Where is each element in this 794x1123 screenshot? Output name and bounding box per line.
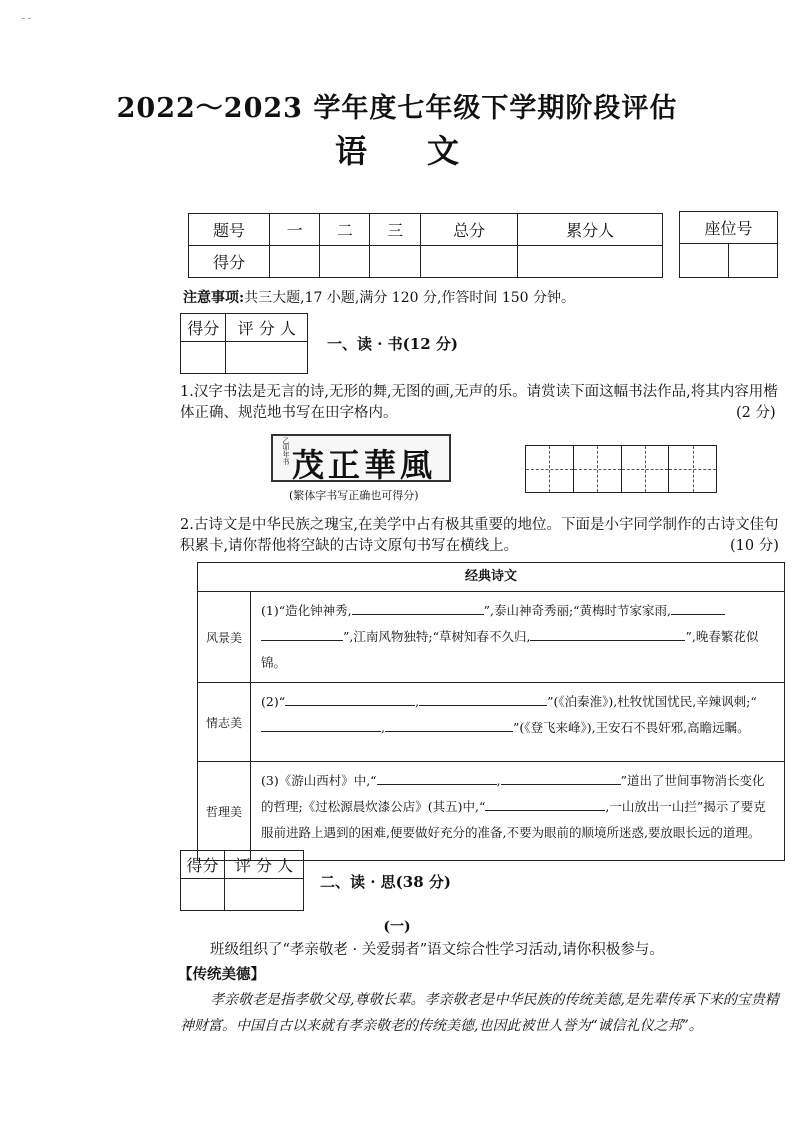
grader-score-cell[interactable] bbox=[181, 879, 225, 911]
score-header: 累分人 bbox=[518, 214, 663, 246]
calligraphy-text: 茂正華風 bbox=[292, 446, 437, 484]
q2-text bbox=[180, 515, 780, 557]
q2-points: (10 分) bbox=[730, 538, 779, 554]
text-part: (2)“ bbox=[261, 694, 286, 709]
card-row bbox=[198, 683, 784, 762]
answer-blank[interactable] bbox=[530, 626, 685, 641]
score-cell[interactable] bbox=[420, 246, 518, 278]
grid-cell[interactable] bbox=[669, 446, 716, 492]
q1-points: (2 分) bbox=[736, 405, 776, 421]
answer-blank[interactable] bbox=[261, 626, 343, 641]
score-header: 题号 bbox=[189, 214, 270, 246]
card-row bbox=[198, 592, 784, 683]
grader-box bbox=[180, 850, 304, 911]
intro-text: 班级组织了“孝亲敬老 · 关爱弱者”语文综合性学习活动,请你积极参与。 bbox=[210, 942, 664, 958]
score-table bbox=[188, 213, 663, 278]
text-part: ”道出了世间事物消长变化的哲理;《过松源晨炊漆公店》(其五)中,“ bbox=[261, 773, 765, 814]
text-part: , bbox=[381, 720, 385, 735]
score-cell[interactable] bbox=[320, 246, 370, 278]
seat-table bbox=[679, 211, 778, 278]
score-header: 一 bbox=[270, 214, 320, 246]
answer-blank[interactable] bbox=[501, 770, 621, 785]
grader-box bbox=[180, 313, 308, 374]
score-cell[interactable] bbox=[270, 246, 320, 278]
notice bbox=[183, 287, 575, 307]
score-cell[interactable] bbox=[370, 246, 420, 278]
text-part: ”,晚春繁花似锦。 bbox=[261, 629, 759, 670]
seat-cell[interactable] bbox=[680, 244, 729, 278]
q2-stem: 2.古诗文是中华民族之瑰宝,在美学中占有极其重要的地位。下面是小宇同学制作的古诗文佳句积累卡,请你帮他将空缺的古诗文原句书写在横线上。 bbox=[180, 517, 779, 554]
row-label: 哲理美 bbox=[198, 762, 251, 860]
tradition-text: 孝亲敬老是指孝敬父母,尊敬长辈。孝亲敬老是中华民族的传统美德,是先辈传承下来的宝贵精神财富。中国自古以来就有孝亲敬老的传统美德,也因此被世人誉为“诚信礼仪之邦”。 bbox=[180, 992, 779, 1034]
seat-cell[interactable] bbox=[728, 244, 777, 278]
answer-blank[interactable] bbox=[285, 691, 415, 706]
answer-blank[interactable] bbox=[485, 796, 605, 811]
section1-title: 一、读 · 书(12 分) bbox=[327, 335, 458, 353]
score-row-label: 得分 bbox=[189, 246, 270, 278]
text-part: (3)《游山西村》中,“ bbox=[261, 773, 377, 788]
answer-blank[interactable] bbox=[385, 717, 513, 732]
calligraphy-note: (繁体字书写正确也可得分) bbox=[289, 489, 419, 502]
corner-mark: - - bbox=[22, 14, 31, 24]
card-title: 经典诗文 bbox=[198, 563, 784, 592]
grader-label: 评 分 人 bbox=[225, 851, 304, 879]
text-part: (1)“造化钟神秀, bbox=[261, 603, 352, 618]
grader-name-cell[interactable] bbox=[225, 879, 304, 911]
calligraphy-seal: 乙卯年书 bbox=[282, 437, 290, 465]
grid-cell[interactable] bbox=[574, 446, 622, 492]
score-header: 总分 bbox=[420, 214, 518, 246]
answer-blank[interactable] bbox=[377, 770, 497, 785]
tradition-label: 【传统美德】 bbox=[178, 966, 265, 983]
tianzige-grid[interactable] bbox=[525, 445, 717, 493]
exam-title: 2022～2023 学年度七年级下学期阶段评估 bbox=[116, 93, 678, 124]
grader-name-cell[interactable] bbox=[226, 342, 308, 374]
row-body bbox=[251, 683, 784, 761]
text-part: ”,泰山神奇秀丽;“黄梅时节家家雨, bbox=[483, 603, 672, 618]
score-cell[interactable] bbox=[518, 246, 663, 278]
answer-blank[interactable] bbox=[419, 691, 547, 706]
grader-score-label: 得分 bbox=[181, 851, 225, 879]
score-header: 三 bbox=[370, 214, 420, 246]
answer-blank[interactable] bbox=[261, 717, 381, 732]
q1-text bbox=[180, 382, 780, 424]
grader-score-cell[interactable] bbox=[181, 342, 226, 374]
answer-blank[interactable] bbox=[352, 600, 484, 615]
poetry-card bbox=[197, 562, 785, 861]
text-part: , bbox=[415, 694, 420, 709]
subject-title: 语文 bbox=[334, 132, 519, 170]
text-part: ,一山放出一山拦”揭示了要克服前进路上遇到的困难,便要做好充分的准备,不要为眼前的顺境所迷惑,要放眼长远的道理。 bbox=[261, 799, 766, 840]
section2-title: 二、读 · 思(38 分) bbox=[320, 873, 451, 891]
score-header: 二 bbox=[320, 214, 370, 246]
notice-text: 共三大题,17 小题,满分 120 分,作答时间 150 分钟。 bbox=[244, 290, 576, 306]
text-part: , bbox=[496, 773, 501, 788]
row-label: 风景美 bbox=[198, 592, 251, 682]
row-label: 情志美 bbox=[198, 683, 251, 761]
part-one-title: (一) bbox=[383, 919, 411, 935]
row-body bbox=[251, 762, 784, 860]
grid-cell[interactable] bbox=[622, 446, 670, 492]
text-part: ”(《登飞来峰》),王安石不畏奸邪,高瞻远瞩。 bbox=[512, 720, 750, 735]
row-body bbox=[251, 592, 784, 682]
grader-label: 评 分 人 bbox=[226, 314, 308, 342]
notice-label: 注意事项: bbox=[183, 290, 245, 306]
seat-label: 座位号 bbox=[680, 212, 778, 244]
grid-cell[interactable] bbox=[526, 446, 574, 492]
grader-score-label: 得分 bbox=[181, 314, 226, 342]
text-part: ”(《泊秦淮》),杜牧忧国忧民,辛辣讽刺;“ bbox=[547, 694, 757, 709]
text-part: ”,江南风物独特;“草树知春不久归, bbox=[343, 629, 531, 644]
q1-stem: 1.汉字书法是无言的诗,无形的舞,无图的画,无声的乐。请赏读下面这幅书法作品,将其内容用楷体正确、规范地书写在田字格内。 bbox=[180, 384, 778, 421]
card-row bbox=[198, 762, 784, 860]
answer-blank[interactable] bbox=[671, 600, 725, 615]
